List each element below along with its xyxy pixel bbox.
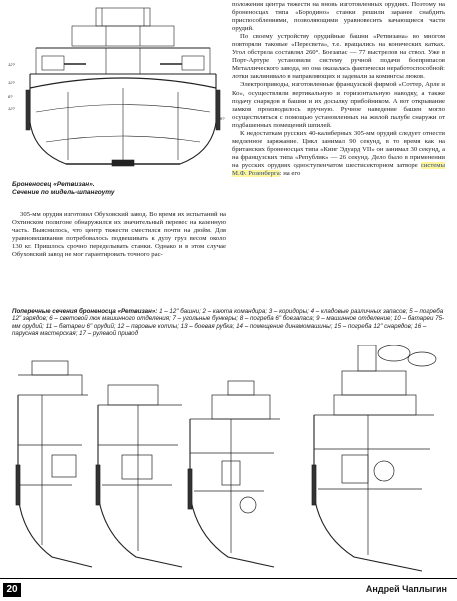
paragraph: По своему устройству орудийные башни «Ретвизана» во многом повторяли таковые «Пересвета», т.е. вращались на конических катках. Угол обстрела составлял 260°. Боезапас — 77 выстрелов на ствол. Уже в Порт-Артуре установили систему ручной подачи боеприпасов Металлического завода, но она оказалась фактически неработоспособной: лотки заклинивало в направляющих и задевали за комингсы люков. [232, 33, 445, 81]
paragraph-text: К недостаткам русских 40-калиберных 305-мм орудий следует отнести медленное заряжание. Цикл занимал 90 секунд, в то время как на британских броненосцах типа «Кинг Эдуард VII» он занимал 30 секунд, а на французских типа «Републик» — 26 секунд. Дело было в применении на русских орудиях одноступенчатом шестисекторном затворе [232, 129, 445, 169]
paragraph: 305-мм орудия изготовил Обуховский завод. Во время их испытаний на Охтинском полигоне обнаружился их значительный перевес на казенную часть. Выяснилось, что центр тяжести сместился почти на дюйм. Для уравновешивания потребовалось подвешивать к дулу груз весом около 130 кг. Пришлось срочно переделывать станки. Однако и в этом случае Обуховский завод не мог гарантировать точного рас- [12, 211, 226, 259]
caption-subtitle: Сечение по мидель-шпангоуту [12, 189, 115, 196]
section-1 [16, 361, 92, 567]
paragraph [232, 130, 445, 178]
legend-body: 1 – 12" башни; 2 – каюта командира; 3 – коридоры; 4 – кладовые различных запасов; 5 – погреба 12" зарядов; 6 – световой люк машинного отделения; 7 – угольные бункеры; 8 – погреба 6" боезапаса; 9 – машинное отделение; 10 – батареи 75-мм орудий; 11 – батареи 6" орудий; 12 – паровые котлы; 13 – боевая рубка; 14 – помещение динамомашины; 15 – погреба 12" снарядов; 16 – парусная мастерская; 17 – рулевой привод [12, 308, 445, 338]
paragraph-text: : на его [279, 169, 301, 177]
figure-legend [12, 308, 445, 338]
midship-section-diagram [6, 2, 231, 180]
section-3 [188, 381, 280, 567]
page-number: 20 [3, 583, 21, 597]
paragraph: Электроприводы, изготовленные французской фирмой «Соттер, Арле и Ко», осуществляли вертикальную и горизонтальную наводку, а также подачу снарядов в башни и их досылку прибойником. А вот открывание замков производилось вручную. Ручное наведение башен могло осуществляться с помощью установленных на жилой палубе снаружи от подбашенных помещений шпилей. [232, 81, 445, 129]
midship-section-svg [6, 2, 231, 180]
author-name: Андрей Чаплыгин [365, 584, 447, 594]
section-4 [312, 345, 436, 571]
section-2 [96, 385, 182, 567]
dim-label: 8? [8, 94, 13, 99]
dim-label: 12? [8, 106, 15, 111]
left-column-text [12, 211, 226, 259]
right-column-text [232, 1, 445, 178]
dim-label: 8? [220, 116, 225, 121]
cross-sections-diagram [12, 345, 447, 577]
dim-label: 12? [8, 80, 15, 85]
cross-sections-svg [12, 345, 447, 577]
caption-title: Броненосец «Ретвизан». [12, 181, 95, 188]
page-footer [0, 578, 457, 601]
dimension-labels [8, 62, 225, 121]
upper-superstructure [72, 26, 174, 46]
dim-label: 12? [8, 62, 15, 67]
highlighted-link[interactable]: системы М.Ф. Розенберга [232, 161, 445, 177]
paragraph: положения центра тяжести на вновь изготовленных орудиях. Поэтому на броненосцах типа «Бородино» станки решили заранее снабдить приспособлениями, позволяющими уравновесить качающиеся части орудий. [232, 1, 445, 33]
figure-caption [12, 181, 227, 197]
bridge-house [96, 8, 150, 26]
legend-title: Поперечные сечения броненосца «Ретвизан»: [12, 308, 158, 315]
